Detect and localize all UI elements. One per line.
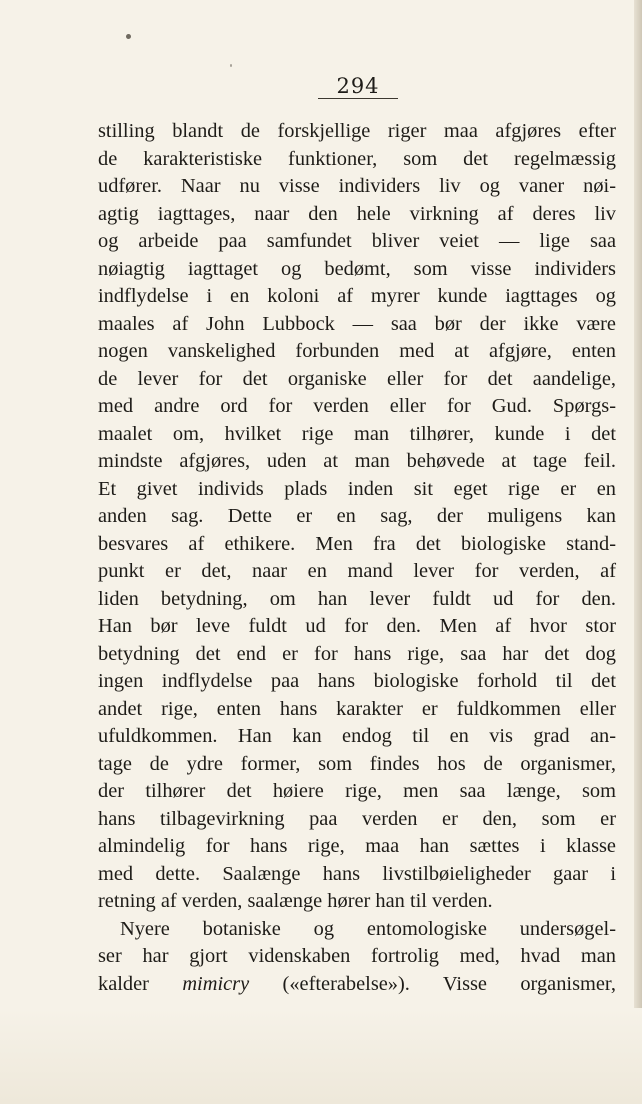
text-line: agtig iagttages, naar den hele virkning af deres liv (98, 202, 616, 225)
text-line: hans tilbagevirkning paa verden er den, som er (98, 807, 616, 830)
text-line: og arbeide paa samfundet bliver veiet — lige saa (98, 230, 616, 252)
text-line: tage de ydre former, som findes hos de organismer, (98, 752, 616, 775)
text-line: indflydelse i en koloni af myrer kunde iagttages og (98, 285, 616, 307)
text-line: Et givet individs plads inden sit eget rige er en (98, 477, 616, 500)
text-line: de lever for det organiske eller for det aandelige, (98, 367, 616, 390)
text-line: ufuldkommen. Han kan endog til en vis grad an- (98, 725, 616, 747)
ink-speck (126, 34, 131, 39)
ink-speck (230, 64, 232, 67)
text-line: med dette. Saalænge hans livstilbøieligheder gaar i (98, 862, 616, 885)
text-line: andet rige, enten hans karakter er fuldkommen eller (98, 697, 616, 720)
text-line: ser har gjort videnskaben fortrolig med, hvad man (98, 945, 616, 967)
text-line: ingen indflydelse paa hans biologiske forhold til det (98, 670, 616, 692)
text-line: mindste afgjøres, uden at man behøvede at tage feil. (98, 450, 616, 472)
text-line: maales af John Lubbock — saa bør der ikke være (98, 312, 616, 335)
paragraph-end-line: retning af verden, saalænge hører han til verden. (98, 890, 493, 912)
text-line: de karakteristiske funktioner, som det regelmæssig (98, 147, 616, 170)
text-line: maalet om, hvilket rige man tilhører, kunde i det (98, 422, 616, 445)
text-fragment: kalder (98, 972, 183, 995)
page-bottom-margin (0, 1008, 642, 1104)
text-line: punkt er det, naar en mand lever for verden, af (98, 560, 616, 582)
text-line: almindelig for hans rige, maa han sættes i klasse (98, 835, 616, 857)
text-line: med andre ord for verden eller for Gud. Spørgs- (98, 395, 616, 417)
text-line: Han bør leve fuldt ud for den. Men af hvor stor (98, 615, 616, 637)
italic-term-mimicry: mimicry (182, 972, 250, 995)
text-line: betydning det end er for hans rige, saa har det dog (98, 642, 616, 665)
text-line: udfører. Naar nu visse individers liv og vaner nøi- (98, 175, 616, 197)
text-line: besvares af ethikere. Men fra det biologiske stand- (98, 532, 616, 555)
page-number: 294 (336, 74, 380, 98)
text-line: der tilhører det høiere rige, men saa længe, som (98, 780, 616, 802)
text-line-with-emphasis (98, 971, 616, 999)
body-text (98, 118, 616, 998)
page-edge-shadow (634, 0, 642, 1104)
text-fragment: («efterabelse»). Visse organismer, (249, 972, 617, 995)
text-line: liden betydning, om han lever fuldt ud for den. (98, 587, 616, 610)
text-line: anden sag. Dette er en sag, der muligens kan (98, 505, 616, 527)
text-line: nøiagtig iagttaget og bedømt, som visse individers (98, 257, 616, 280)
paragraph-start-line: Nyere botaniske og entomologiske undersøgel- (120, 917, 616, 940)
text-line: stilling blandt de forskjellige riger maa afgjøres efter (98, 120, 616, 142)
page-number-rule (318, 98, 398, 99)
text-line: nogen vanskelighed forbunden med at afgjøre, enten (98, 340, 616, 362)
